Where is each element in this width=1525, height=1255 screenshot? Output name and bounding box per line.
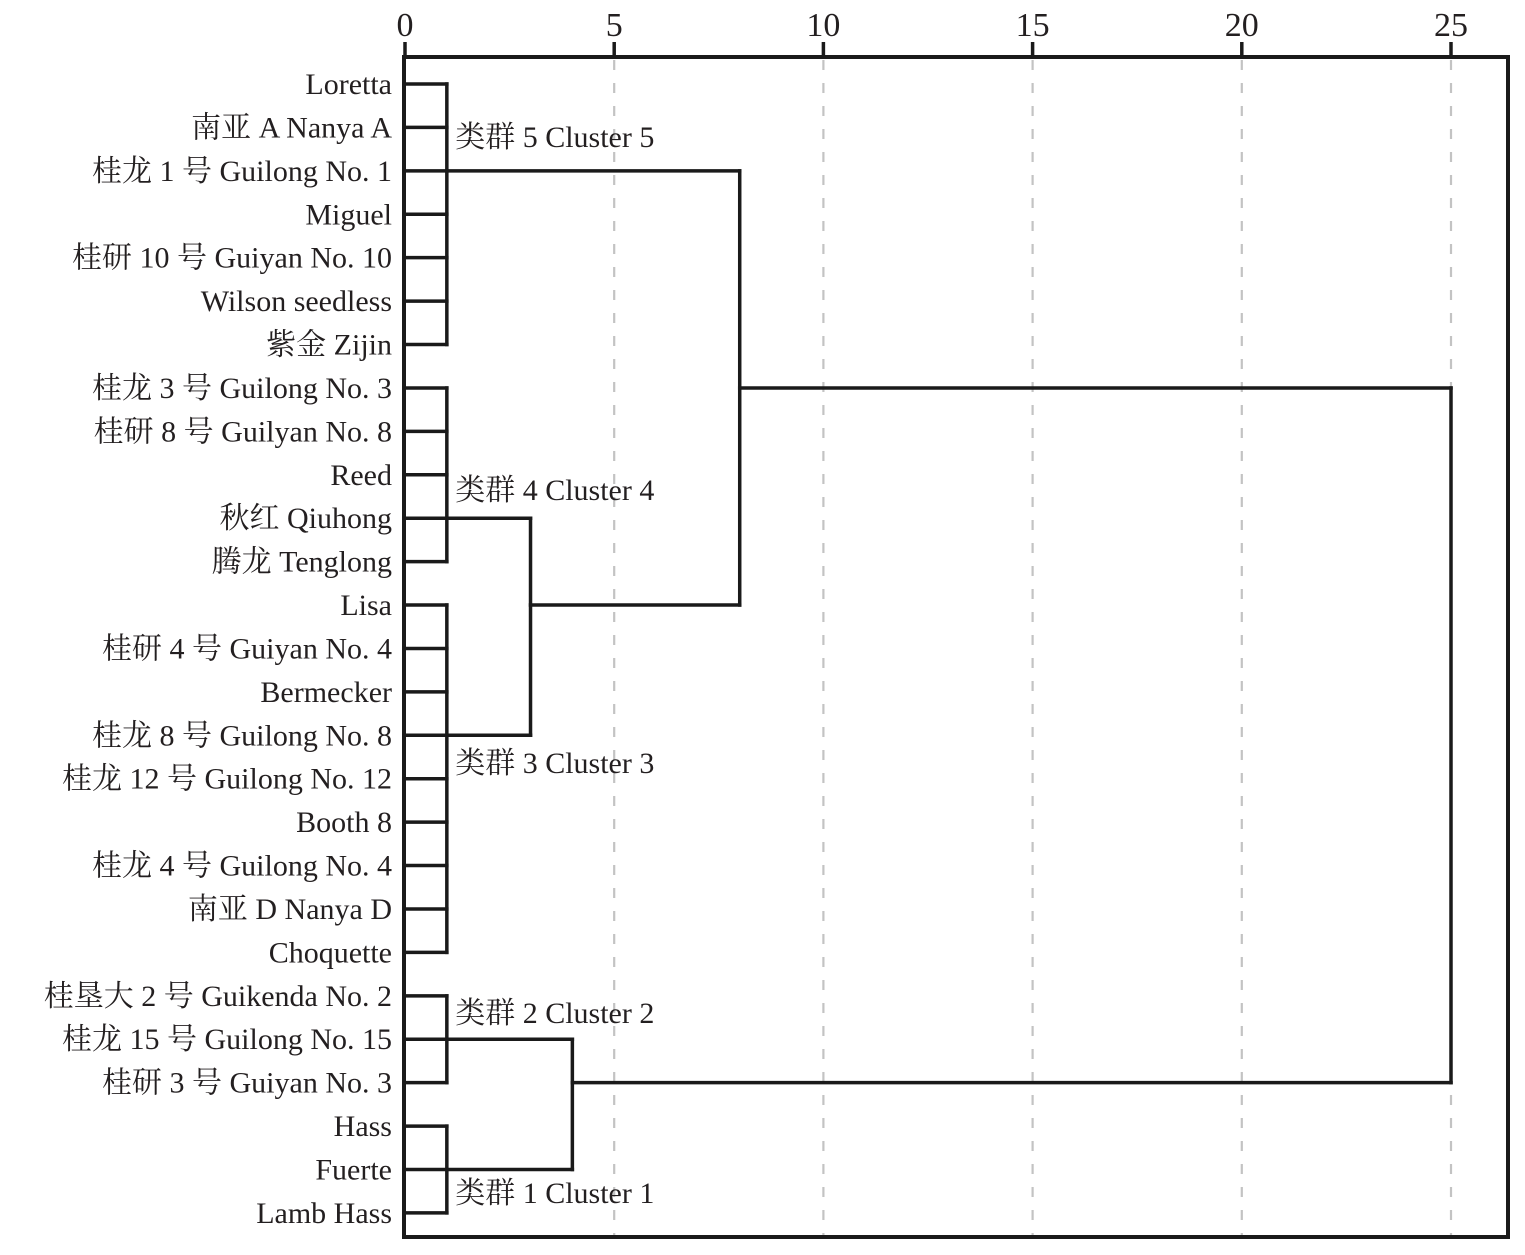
cluster-label: 类群 4 Cluster 4: [455, 473, 655, 507]
axis-tick-label: 0: [396, 7, 414, 44]
axis-tick-label: 10: [806, 7, 841, 44]
axis-tick-label: 5: [605, 7, 623, 44]
leaf-label: Miguel: [305, 198, 392, 232]
cluster-label: 类群 3 Cluster 3: [455, 747, 655, 781]
leaf-label: 腾龙 Tenglong: [211, 545, 392, 579]
leaf-label: 桂研 10 号 Guiyan No. 10: [72, 241, 392, 275]
leaf-label: 桂龙 12 号 Guilong No. 12: [62, 762, 392, 796]
axis-tick-label: 25: [1434, 7, 1468, 44]
leaf-label: 南亚 A Nanya A: [191, 111, 392, 145]
leaf-label: 桂研 3 号 Guiyan No. 3: [102, 1066, 392, 1100]
leaf-label: 桂龙 3 号 Guilong No. 3: [92, 371, 392, 405]
cluster-label: 类群 5 Cluster 5: [455, 120, 655, 154]
leaf-label: Lisa: [340, 589, 392, 623]
leaf-label: 南亚 D Nanya D: [187, 892, 392, 926]
leaf-label: Reed: [330, 458, 392, 492]
leaf-label: Wilson seedless: [200, 285, 392, 319]
leaf-label: 桂龙 8 号 Guilong No. 8: [92, 719, 392, 753]
leaf-label: Hass: [333, 1110, 392, 1144]
leaf-label: Booth 8: [296, 806, 392, 840]
cluster-label: 类群 2 Cluster 2: [455, 997, 655, 1031]
leaf-label: 桂研 8 号 Guilyan No. 8: [93, 415, 392, 449]
leaf-label: Fuerte: [315, 1153, 392, 1187]
axis-tick-label: 20: [1224, 7, 1259, 44]
leaf-label: 桂研 4 号 Guiyan No. 4: [102, 632, 392, 666]
cluster-label: 类群 1 Cluster 1: [455, 1176, 655, 1210]
leaf-label: 桂龙 4 号 Guilong No. 4: [92, 849, 392, 883]
leaf-label: Bermecker: [260, 675, 392, 709]
leaf-label: 桂龙 1 号 Guilong No. 1: [92, 154, 392, 188]
leaf-label: 桂垦大 2 号 Guikenda No. 2: [43, 979, 392, 1013]
leaf-label: Choquette: [268, 936, 392, 970]
leaf-label: 桂龙 15 号 Guilong No. 15: [62, 1023, 392, 1057]
axis-tick-label: 15: [1015, 7, 1050, 44]
leaf-label: 紫金 Zijin: [266, 328, 392, 362]
leaf-label: 秋红 Qiuhong: [219, 502, 392, 536]
leaf-label: Lamb Hass: [256, 1196, 392, 1230]
leaf-label: Loretta: [305, 68, 392, 101]
